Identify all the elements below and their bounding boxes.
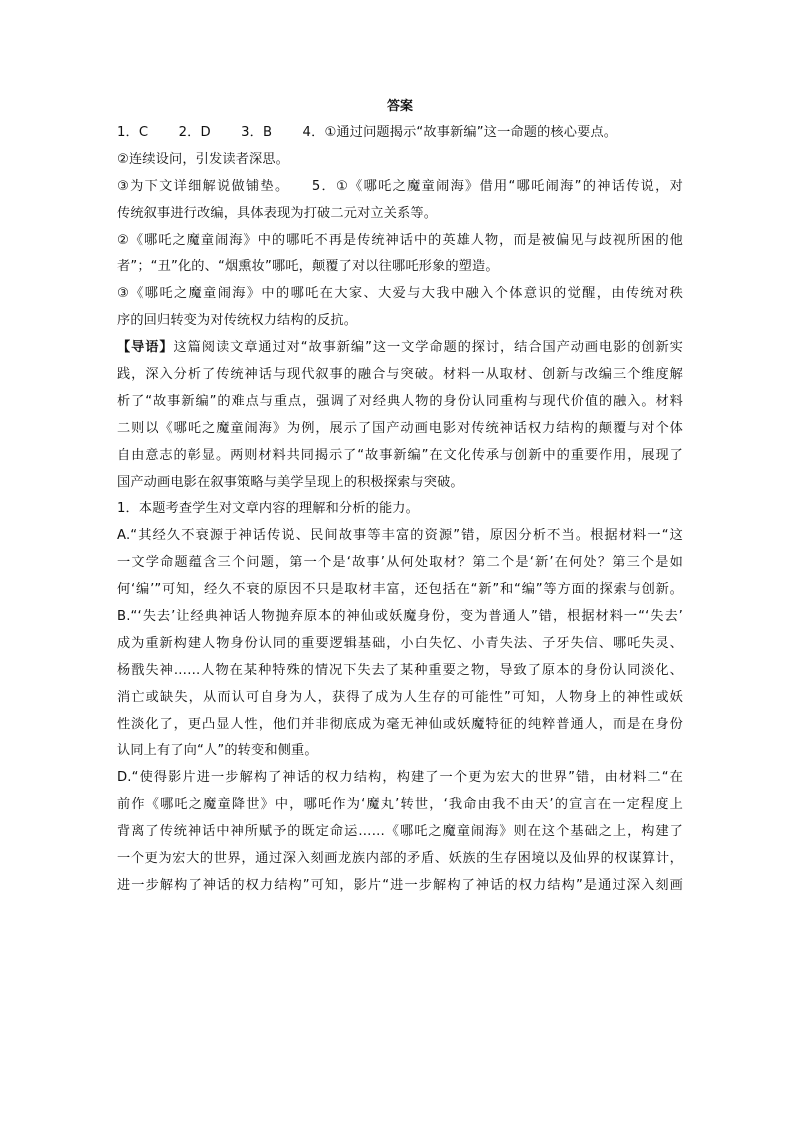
explanation-line: 性淡化了，更凸显人性，他们并非彻底成为毫无神仙或妖魔特征的纯粹普通人，而是在身份 bbox=[117, 716, 683, 732]
answer-line: ②《哪吒之魔童闹海》中的哪吒不再是传统神话中的英雄人物，而是被偏见与歧视所困的他 bbox=[117, 232, 683, 248]
guide-label: 【导语】 bbox=[117, 340, 174, 356]
answer-4-prefix: 4． bbox=[302, 125, 325, 140]
answer-document bbox=[117, 96, 683, 900]
answer-line: ③《哪吒之魔童闹海》中的哪吒在大家、大爱与大我中融入个体意识的觉醒，由传统对秩 bbox=[117, 286, 683, 302]
guide-line: 国产动画电影在叙事策略与美学呈现上的积极探索与突破。 bbox=[117, 474, 464, 490]
explanation-line: 进一步解构了神话的权力结构”可知，影片“进一步解构了神话的权力结构”是通过深入刻画 bbox=[117, 877, 683, 893]
guide-line: 自由意志的彰显。两则材料共同揭示了“故事新编”在文化传承与创新中的重要作用，展现了 bbox=[117, 447, 683, 463]
guide-line: 二则以《哪吒之魔童闹海》为例，展示了国产动画电影对传统神话权力结构的颠覆与对个体 bbox=[117, 420, 683, 436]
answers-line bbox=[117, 120, 683, 147]
guide-text: 这篇阅读文章通过对“故事新编”这一文学命题的探讨，结合国产动画电影的创新实 bbox=[173, 340, 683, 356]
answer-line: ③为下文详细解说做铺垫。 5．①《哪吒之魔童闹海》借用“哪吒闹海”的神话传说，对 bbox=[117, 178, 683, 194]
explanation-line: B.“‘失去’让经典神话人物抛弃原本的神仙或妖魔身份，变为普通人”错，根据材料一“‘失去’ bbox=[117, 609, 683, 625]
explanation-line: 杨戬失神……人物在某种特殊的情况下失去了某种重要之物，导致了原本的身份认同淡化、 bbox=[117, 662, 683, 678]
document-title: 答案 bbox=[386, 99, 413, 114]
answer-1: 1．C bbox=[117, 125, 149, 140]
answer-4-point-1: ①通过问题揭示“故事新编”这一命题的核心要点。 bbox=[324, 125, 618, 140]
explanation-line: 认同上有了向“人”的转变和侧重。 bbox=[117, 743, 318, 759]
guide-line bbox=[117, 335, 683, 362]
guide-line: 析了“故事新编”的难点与重点，强调了对经典人物的身份认同重构与现代价值的融入。材料 bbox=[117, 393, 683, 409]
explanation-line: 成为重新构建人物身份认同的重要逻辑基础，小白失忆、小青失法、子牙失信、哪吒失灵、 bbox=[117, 635, 683, 651]
explanation-line: 背离了传统神话中神所赋予的既定命运……《哪吒之魔童闹海》则在这个基础之上，构建了 bbox=[117, 824, 683, 840]
answer-line: 者”；“丑”化的、“烟熏妆”哪吒，颠覆了对以往哪吒形象的塑造。 bbox=[117, 259, 499, 275]
explanation-line: 前作《哪吒之魔童降世》中，哪吒作为‘魔丸’转世，‘我命由我不由天’的宣言在一定程度上 bbox=[117, 797, 683, 813]
explanation-line: D.“使得影片进一步解构了神话的权力结构，构建了一个更为宏大的世界”错，由材料二“在 bbox=[117, 770, 683, 786]
answer-2: 2．D bbox=[178, 125, 211, 140]
explanation-line: 一文学命题蕴含三个问题，第一个是‘故事’从何处取材？第二个是‘新’在何处？第三个是如 bbox=[117, 555, 683, 571]
answer-line: ②连续设问，引发读者深思。 bbox=[117, 151, 290, 167]
explanation-line: A.“其经久不衰源于神话传说、民间故事等丰富的资源”错，原因分析不当。根据材料一“这 bbox=[117, 528, 683, 544]
explanation-line: 消亡或缺失，从而认可自身为人，获得了成为人生存的可能性”可知，人物身上的神性或妖 bbox=[117, 689, 683, 705]
explanation-line: 何‘编’”可知，经久不衰的原因不只是取材丰富，还包括在“新”和“编”等方面的探索与创新。 bbox=[117, 582, 683, 598]
answer-line: 序的回归转变为对传统权力结构的反抗。 bbox=[117, 313, 358, 329]
guide-line: 践，深入分析了传统神话与现代叙事的融合与突破。材料一从取材、创新与改编三个维度解 bbox=[117, 367, 683, 383]
explanation-line: 1．本题考查学生对文章内容的理解和分析的能力。 bbox=[117, 501, 419, 517]
explanation-line: 一个更为宏大的世界，通过深入刻画龙族内部的矛盾、妖族的生存困境以及仙界的权谋算计， bbox=[117, 851, 683, 867]
answer-3: 3．B bbox=[241, 125, 273, 140]
answer-line: 传统叙事进行改编，具体表现为打破二元对立关系等。 bbox=[117, 205, 438, 221]
